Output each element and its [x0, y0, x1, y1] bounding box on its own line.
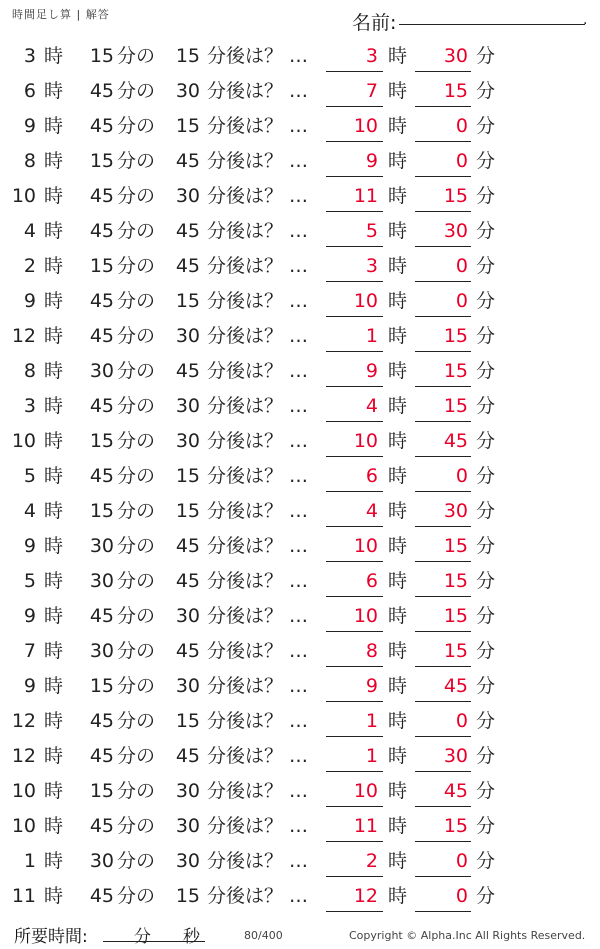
problem-row: [0, 72, 600, 107]
answer-hour: 12: [353, 885, 378, 907]
name-label: 名前:: [352, 12, 397, 34]
answer-minute: 0: [455, 115, 468, 137]
answer-minute-label: 分: [476, 710, 496, 732]
elapsed-time-label: 所要時間:: [14, 927, 88, 947]
problem-row: [0, 212, 600, 247]
minute-of-label: 分の: [117, 535, 156, 557]
after-label: 分後は？ …: [207, 395, 309, 417]
minute-of-label: 分の: [117, 850, 156, 872]
hour-label: 時: [44, 465, 64, 487]
start-hour: 4: [23, 220, 36, 242]
added-minutes: 45: [175, 220, 200, 242]
answer-minute-label: 分: [476, 325, 496, 347]
added-minutes: 45: [175, 745, 200, 767]
minute-of-label: 分の: [117, 255, 156, 277]
after-label: 分後は？ …: [207, 430, 309, 452]
answer-hour: 7: [365, 80, 378, 102]
after-label: 分後は？ …: [207, 640, 309, 662]
minute-of-label: 分の: [117, 500, 156, 522]
added-minutes: 30: [175, 395, 200, 417]
answer-hour: 2: [365, 850, 378, 872]
added-minutes: 30: [175, 605, 200, 627]
hour-label: 時: [44, 605, 64, 627]
problem-row: [0, 737, 600, 772]
answer-minute: 0: [455, 150, 468, 172]
after-label: 分後は？ …: [207, 185, 309, 207]
answer-minute: 0: [455, 885, 468, 907]
minute-of-label: 分の: [117, 150, 156, 172]
hour-label: 時: [44, 535, 64, 557]
problem-row: [0, 37, 600, 72]
minute-of-label: 分の: [117, 360, 156, 382]
after-label: 分後は？ …: [207, 885, 309, 907]
answer-minute: 0: [455, 465, 468, 487]
answer-hour-label: 時: [388, 780, 408, 802]
hour-label: 時: [44, 220, 64, 242]
after-label: 分後は？ …: [207, 745, 309, 767]
answer-hour: 11: [353, 185, 378, 207]
answer-minute: 30: [443, 220, 468, 242]
after-label: 分後は？ …: [207, 780, 309, 802]
answer-minute-label: 分: [476, 255, 496, 277]
answer-hour: 10: [353, 115, 378, 137]
answer-minute-label: 分: [476, 360, 496, 382]
minute-of-label: 分の: [117, 605, 156, 627]
start-hour: 12: [11, 745, 36, 767]
answer-hour: 5: [365, 220, 378, 242]
answer-minute-label: 分: [476, 430, 496, 452]
added-minutes: 45: [175, 150, 200, 172]
hour-label: 時: [44, 255, 64, 277]
hour-label: 時: [44, 640, 64, 662]
problem-row: [0, 317, 600, 352]
answer-minute: 45: [443, 780, 468, 802]
start-minute: 15: [89, 675, 114, 697]
added-minutes: 30: [175, 80, 200, 102]
start-hour: 4: [23, 500, 36, 522]
added-minutes: 15: [175, 465, 200, 487]
minute-of-label: 分の: [117, 430, 156, 452]
header-title: 時間足し算 | 解答: [12, 8, 110, 21]
elapsed-minutes-label: 分: [134, 927, 151, 947]
start-hour: 10: [11, 430, 36, 452]
minute-of-label: 分の: [117, 710, 156, 732]
after-label: 分後は？ …: [207, 45, 309, 67]
minute-of-label: 分の: [117, 640, 156, 662]
hour-label: 時: [44, 325, 64, 347]
answer-hour: 10: [353, 535, 378, 557]
answer-hour-label: 時: [388, 815, 408, 837]
problem-row: [0, 492, 600, 527]
start-hour: 2: [23, 255, 36, 277]
minute-of-label: 分の: [117, 815, 156, 837]
start-minute: 30: [89, 360, 114, 382]
after-label: 分後は？ …: [207, 605, 309, 627]
answer-minute-label: 分: [476, 465, 496, 487]
answer-minute: 15: [443, 325, 468, 347]
answer-hour: 3: [365, 45, 378, 67]
hour-label: 時: [44, 500, 64, 522]
hour-label: 時: [44, 185, 64, 207]
start-minute: 45: [89, 710, 114, 732]
answer-minute: 0: [455, 255, 468, 277]
start-hour: 9: [23, 605, 36, 627]
answer-minute-label: 分: [476, 535, 496, 557]
added-minutes: 15: [175, 500, 200, 522]
after-label: 分後は？ …: [207, 465, 309, 487]
answer-minute: 0: [455, 710, 468, 732]
hour-label: 時: [44, 80, 64, 102]
after-label: 分後は？ …: [207, 500, 309, 522]
problem-row: [0, 842, 600, 877]
minute-of-label: 分の: [117, 325, 156, 347]
problem-list: [0, 37, 600, 912]
minute-of-label: 分の: [117, 395, 156, 417]
hour-label: 時: [44, 360, 64, 382]
start-minute: 15: [89, 255, 114, 277]
answer-minute-label: 分: [476, 220, 496, 242]
answer-hour: 3: [365, 255, 378, 277]
minute-of-label: 分の: [117, 745, 156, 767]
start-minute: 15: [89, 150, 114, 172]
after-label: 分後は？ …: [207, 150, 309, 172]
problem-row: [0, 457, 600, 492]
answer-minute-label: 分: [476, 115, 496, 137]
start-hour: 9: [23, 115, 36, 137]
start-hour: 10: [11, 185, 36, 207]
after-label: 分後は？ …: [207, 325, 309, 347]
start-hour: 12: [11, 325, 36, 347]
after-label: 分後は？ …: [207, 290, 309, 312]
answer-minute-line: [415, 911, 471, 912]
minute-of-label: 分の: [117, 780, 156, 802]
start-minute: 45: [89, 115, 114, 137]
answer-hour: 4: [365, 395, 378, 417]
answer-hour: 6: [365, 570, 378, 592]
answer-hour-label: 時: [388, 290, 408, 312]
start-minute: 45: [89, 395, 114, 417]
after-label: 分後は？ …: [207, 710, 309, 732]
problem-row: [0, 807, 600, 842]
start-minute: 30: [89, 640, 114, 662]
hour-label: 時: [44, 745, 64, 767]
minute-of-label: 分の: [117, 885, 156, 907]
answer-hour: 9: [365, 360, 378, 382]
added-minutes: 15: [175, 885, 200, 907]
added-minutes: 45: [175, 255, 200, 277]
answer-hour-label: 時: [388, 220, 408, 242]
added-minutes: 30: [175, 430, 200, 452]
answer-minute: 45: [443, 430, 468, 452]
copyright: Copyright © Alpha.Inc All Rights Reserved.: [349, 929, 586, 942]
answer-hour-label: 時: [388, 570, 408, 592]
minute-of-label: 分の: [117, 185, 156, 207]
answer-minute-label: 分: [476, 850, 496, 872]
minute-of-label: 分の: [117, 465, 156, 487]
answer-minute: 15: [443, 640, 468, 662]
added-minutes: 15: [175, 115, 200, 137]
after-label: 分後は？ …: [207, 115, 309, 137]
minute-of-label: 分の: [117, 115, 156, 137]
after-label: 分後は？ …: [207, 675, 309, 697]
start-minute: 45: [89, 325, 114, 347]
minute-of-label: 分の: [117, 80, 156, 102]
added-minutes: 15: [175, 45, 200, 67]
start-minute: 15: [89, 430, 114, 452]
answer-hour: 9: [365, 150, 378, 172]
start-hour: 3: [23, 395, 36, 417]
start-hour: 5: [23, 570, 36, 592]
answer-minute-label: 分: [476, 185, 496, 207]
hour-label: 時: [44, 885, 64, 907]
answer-hour-label: 時: [388, 745, 408, 767]
problem-row: [0, 562, 600, 597]
answer-minute-label: 分: [476, 570, 496, 592]
answer-hour: 6: [365, 465, 378, 487]
start-minute: 45: [89, 815, 114, 837]
added-minutes: 45: [175, 640, 200, 662]
hour-label: 時: [44, 780, 64, 802]
answer-minute-label: 分: [476, 80, 496, 102]
answer-hour: 4: [365, 500, 378, 522]
start-minute: 15: [89, 45, 114, 67]
after-label: 分後は？ …: [207, 360, 309, 382]
start-hour: 12: [11, 710, 36, 732]
start-hour: 10: [11, 780, 36, 802]
problem-row: [0, 527, 600, 562]
answer-minute: 0: [455, 850, 468, 872]
hour-label: 時: [44, 570, 64, 592]
after-label: 分後は？ …: [207, 850, 309, 872]
answer-minute-label: 分: [476, 500, 496, 522]
start-hour: 9: [23, 290, 36, 312]
answer-minute-label: 分: [476, 605, 496, 627]
answer-minute: 30: [443, 500, 468, 522]
problem-row: [0, 632, 600, 667]
answer-minute: 30: [443, 45, 468, 67]
added-minutes: 30: [175, 185, 200, 207]
start-minute: 45: [89, 605, 114, 627]
minute-of-label: 分の: [117, 675, 156, 697]
answer-minute: 15: [443, 815, 468, 837]
answer-hour: 8: [365, 640, 378, 662]
name-field-line[interactable]: [399, 24, 585, 25]
start-hour: 5: [23, 465, 36, 487]
start-minute: 30: [89, 570, 114, 592]
answer-hour: 1: [365, 325, 378, 347]
added-minutes: 45: [175, 360, 200, 382]
start-hour: 1: [23, 850, 36, 872]
after-label: 分後は？ …: [207, 535, 309, 557]
problem-row: [0, 667, 600, 702]
problem-row: [0, 702, 600, 737]
added-minutes: 30: [175, 675, 200, 697]
answer-hour-label: 時: [388, 850, 408, 872]
problem-row: [0, 107, 600, 142]
answer-minute-label: 分: [476, 395, 496, 417]
hour-label: 時: [44, 675, 64, 697]
answer-minute-label: 分: [476, 780, 496, 802]
answer-hour: 9: [365, 675, 378, 697]
answer-minute: 15: [443, 605, 468, 627]
answer-hour: 1: [365, 710, 378, 732]
answer-minute-label: 分: [476, 45, 496, 67]
minute-of-label: 分の: [117, 290, 156, 312]
answer-hour-label: 時: [388, 675, 408, 697]
page-number: 80/400: [244, 929, 283, 942]
answer-hour-label: 時: [388, 255, 408, 277]
answer-minute-label: 分: [476, 290, 496, 312]
problem-row: [0, 772, 600, 807]
added-minutes: 45: [175, 570, 200, 592]
answer-hour-label: 時: [388, 885, 408, 907]
answer-minute-label: 分: [476, 150, 496, 172]
start-minute: 45: [89, 80, 114, 102]
minute-of-label: 分の: [117, 45, 156, 67]
added-minutes: 30: [175, 850, 200, 872]
start-hour: 9: [23, 535, 36, 557]
start-hour: 8: [23, 150, 36, 172]
answer-minute: 0: [455, 290, 468, 312]
answer-hour: 10: [353, 780, 378, 802]
start-minute: 30: [89, 535, 114, 557]
hour-label: 時: [44, 850, 64, 872]
answer-hour-label: 時: [388, 605, 408, 627]
problem-row: [0, 177, 600, 212]
answer-hour-label: 時: [388, 80, 408, 102]
answer-minute-label: 分: [476, 745, 496, 767]
start-hour: 3: [23, 45, 36, 67]
hour-label: 時: [44, 115, 64, 137]
answer-hour: 1: [365, 745, 378, 767]
answer-hour: 10: [353, 605, 378, 627]
hour-label: 時: [44, 710, 64, 732]
answer-hour-label: 時: [388, 535, 408, 557]
answer-hour-label: 時: [388, 360, 408, 382]
hour-label: 時: [44, 150, 64, 172]
answer-hour-label: 時: [388, 430, 408, 452]
hour-label: 時: [44, 815, 64, 837]
answer-hour-label: 時: [388, 710, 408, 732]
answer-hour-label: 時: [388, 185, 408, 207]
answer-minute: 45: [443, 675, 468, 697]
start-hour: 6: [23, 80, 36, 102]
answer-minute: 15: [443, 185, 468, 207]
answer-hour-label: 時: [388, 115, 408, 137]
problem-row: [0, 597, 600, 632]
hour-label: 時: [44, 430, 64, 452]
minute-of-label: 分の: [117, 220, 156, 242]
answer-hour-label: 時: [388, 465, 408, 487]
start-minute: 45: [89, 290, 114, 312]
added-minutes: 15: [175, 290, 200, 312]
answer-minute-label: 分: [476, 815, 496, 837]
answer-minute: 15: [443, 360, 468, 382]
answer-minute: 30: [443, 745, 468, 767]
answer-minute-label: 分: [476, 885, 496, 907]
added-minutes: 30: [175, 815, 200, 837]
answer-minute-label: 分: [476, 675, 496, 697]
after-label: 分後は？ …: [207, 220, 309, 242]
elapsed-seconds-label: 秒: [183, 927, 200, 947]
answer-minute-label: 分: [476, 640, 496, 662]
start-minute: 45: [89, 885, 114, 907]
problem-row: [0, 877, 600, 912]
answer-hour-label: 時: [388, 500, 408, 522]
after-label: 分後は？ …: [207, 570, 309, 592]
answer-hour-label: 時: [388, 325, 408, 347]
answer-hour: 11: [353, 815, 378, 837]
answer-hour-label: 時: [388, 150, 408, 172]
name-line-end: .: [583, 12, 588, 28]
answer-hour: 10: [353, 430, 378, 452]
start-minute: 15: [89, 500, 114, 522]
start-hour: 10: [11, 815, 36, 837]
problem-row: [0, 352, 600, 387]
hour-label: 時: [44, 45, 64, 67]
problem-row: [0, 422, 600, 457]
start-minute: 45: [89, 185, 114, 207]
answer-minute: 15: [443, 80, 468, 102]
start-minute: 45: [89, 465, 114, 487]
answer-minute: 15: [443, 535, 468, 557]
answer-minute: 15: [443, 395, 468, 417]
answer-hour-label: 時: [388, 45, 408, 67]
answer-hour-line: [326, 911, 383, 912]
added-minutes: 30: [175, 325, 200, 347]
start-hour: 9: [23, 675, 36, 697]
problem-row: [0, 387, 600, 422]
answer-hour-label: 時: [388, 395, 408, 417]
start-hour: 7: [23, 640, 36, 662]
added-minutes: 30: [175, 780, 200, 802]
problem-row: [0, 282, 600, 317]
start-minute: 15: [89, 780, 114, 802]
minute-of-label: 分の: [117, 570, 156, 592]
after-label: 分後は？ …: [207, 255, 309, 277]
start-hour: 8: [23, 360, 36, 382]
hour-label: 時: [44, 290, 64, 312]
problem-row: [0, 247, 600, 282]
hour-label: 時: [44, 395, 64, 417]
added-minutes: 45: [175, 535, 200, 557]
answer-hour-label: 時: [388, 640, 408, 662]
start-minute: 45: [89, 220, 114, 242]
answer-hour: 10: [353, 290, 378, 312]
start-minute: 30: [89, 850, 114, 872]
added-minutes: 15: [175, 710, 200, 732]
answer-minute: 15: [443, 570, 468, 592]
start-hour: 11: [11, 885, 36, 907]
after-label: 分後は？ …: [207, 815, 309, 837]
problem-row: [0, 142, 600, 177]
start-minute: 45: [89, 745, 114, 767]
after-label: 分後は？ …: [207, 80, 309, 102]
